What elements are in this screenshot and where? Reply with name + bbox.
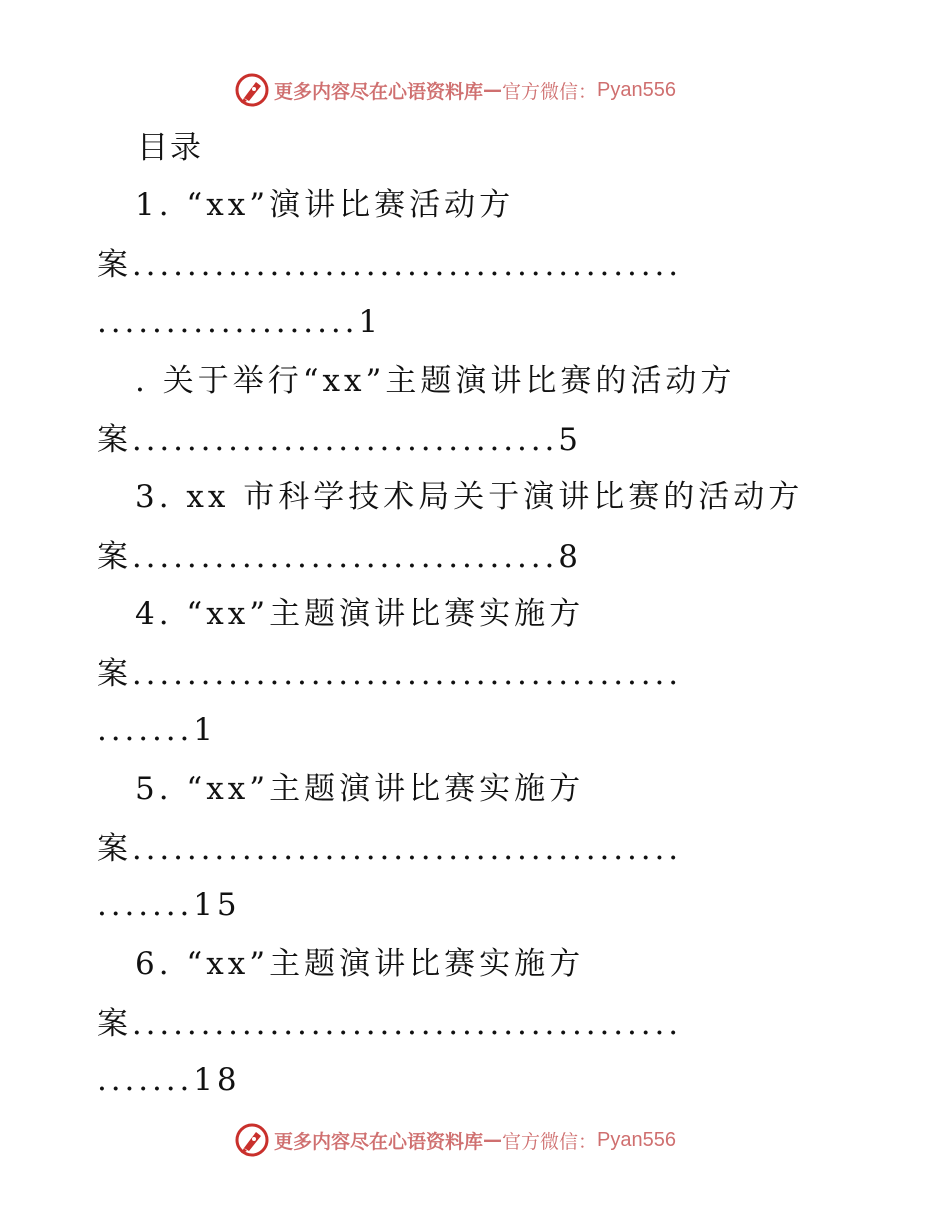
toc-entry-4-leader: 案........................................ xyxy=(97,656,683,692)
pen-logo-icon xyxy=(234,72,270,108)
banner-wechat-label: 官方微信： xyxy=(502,80,598,103)
toc-entry-3-title[interactable]: 3. xx 市科学技术局关于演讲比赛的活动方 xyxy=(135,479,804,515)
header-watermark-banner xyxy=(234,70,676,110)
toc-entry-6-leader: 案........................................ xyxy=(97,1006,683,1042)
pen-logo-icon xyxy=(234,1122,270,1158)
toc-entry-1-title[interactable]: 1. “xx”演讲比赛活动方 xyxy=(135,187,515,223)
toc-entry-5-leader: 案........................................ xyxy=(97,831,683,867)
banner-wechat-id: Pyan556 xyxy=(597,1128,676,1151)
footer-watermark-banner xyxy=(234,1120,676,1160)
toc-entry-4-title[interactable]: 4. “xx”主题演讲比赛实施方 xyxy=(135,596,585,632)
banner-dash: — xyxy=(483,79,503,101)
toc-entry-2-leader: 案...............................5 xyxy=(97,422,582,458)
toc-entry-6-title[interactable]: 6. “xx”主题演讲比赛实施方 xyxy=(135,946,585,982)
toc-title: 目录 xyxy=(137,130,203,166)
toc-entry-1-leader: 案........................................ xyxy=(97,247,683,283)
banner-text: 更多内容尽在心语资料库 xyxy=(274,80,484,103)
toc-entry-2-title[interactable]: . 关于举行“xx”主题演讲比赛的活动方 xyxy=(135,363,736,399)
banner-wechat-label: 官方微信： xyxy=(502,1130,598,1153)
banner-dash: — xyxy=(483,1129,503,1151)
banner-wechat-id: Pyan556 xyxy=(597,78,676,101)
toc-entry-4-page: .......1 xyxy=(97,712,217,748)
toc-entry-1-page: ...................1 xyxy=(97,304,382,340)
toc-entry-6-page: .......18 xyxy=(97,1062,241,1098)
toc-entry-5-title[interactable]: 5. “xx”主题演讲比赛实施方 xyxy=(135,771,585,807)
toc-entry-3-leader: 案...............................8 xyxy=(97,539,582,575)
banner-text: 更多内容尽在心语资料库 xyxy=(274,1130,484,1153)
toc-entry-5-page: .......15 xyxy=(97,887,241,923)
